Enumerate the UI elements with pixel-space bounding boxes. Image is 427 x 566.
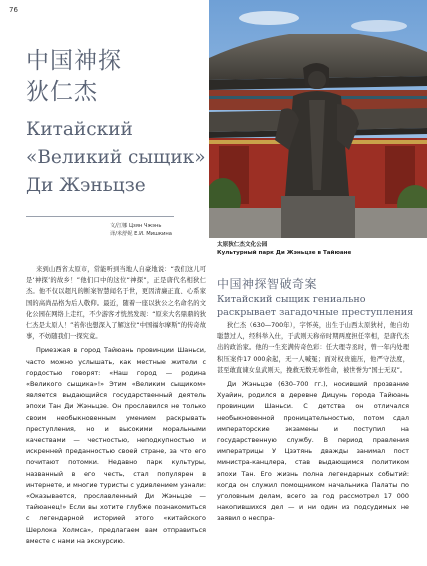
statue-photo (209, 0, 427, 238)
caption-russian: Культурный парк Ди Жэньцзе в Тайюане (217, 250, 352, 256)
left-column (26, 264, 206, 547)
photo-caption (217, 241, 351, 257)
section-heading-ru: Китайский сыщик гениально раскрывает загадочные преступления (217, 294, 414, 318)
intro-paragraph-ru: Приезжая в город Тайюань провинции Шаньси, часто можно услышать, как местные жители с гордостью говорят: «Наш город — родина «Великого сыщика»!» Этим «Великим сыщиком» является выдающийся государственный деятель эпохи Тан Ди Жэньцзе. Он прославился не только своим необыкновенным умением раскрывать преступления, но и высокими моральными качествами — честностью, неподкупностью и искренней преданностью своей стране, за что его почитают потомки. Недавно парк культуры, названный в его честь, стал популярен в интернете, и многие туристы с удивлением узнали: «Оказывается, прославленный Ди Жэньцзе — тайюанец!» Если вы хотите глубже познакомиться с легендарной историей этого «китайского Шерлока Холмса», предлагаем вам отправиться вместе с нами на экскурсию. (26, 346, 206, 545)
title-zh-line2: 狄仁杰 (26, 79, 98, 105)
translator-line: 译/米舒妮 Е.И. Мишкина (110, 231, 172, 237)
page-number: 76 (9, 6, 18, 14)
caption-chinese: 太原狄仁杰文化公园 (217, 242, 268, 248)
title-ru-line2: «Великий сыщик» (26, 147, 206, 168)
title-ru-line3: Ди Жэньцзе (26, 175, 146, 196)
title-chinese (26, 46, 122, 108)
author-credits (110, 222, 172, 238)
section-heading-zh: 中国神探智破奇案 (217, 277, 318, 291)
section-paragraph-ru: Ди Жэньцзе (630–700 гг.), носивший прозвание Хуайин, родился в деревне Дицунь города Тайюань провинции Шаньси. С детства он отличался необыкновенной проницательностью, потом сдал императорские экзамены и поступил на государственную службу. В период правления императрицы У Цзэтянь дважды занимал пост министра-канцлера, став выдающимся политиком эпохи Тан. Его жизнь полна легендарных событий: когда он служил помощником начальника Палаты по уголовным делам, всего за год рассмотрел 17 000 накопившихся дел — и ни один из подсудимых не заявил о неспра- (217, 380, 409, 523)
intro-paragraph-zh: 来到山西省太原市，常能听到当地人自豪地说：“我们这儿可是‘神探’的故乡！”他们口中的这位“神探”，正是唐代名相狄仁杰。他不仅以超凡的断案智慧闻名于世，更因清廉正直、心系家国的高尚品格为后人敬仰。最近，随着一座以狄公之名命名的文化公园在网络上走红，不少游客才恍然发现：“原来大名鼎鼎的狄仁杰是太原人！”若你也想深入了解这位“中国福尔摩斯”的传奇故事，不妨随我们一探究竟。 (26, 266, 206, 341)
section-paragraph-zh: 狄仁杰（630—700年），字怀英，出生于山西太原狄村，他自幼聪慧过人，经科举入仕，于武则天称帝时期两度担任宰相，是唐代杰出的政治家。他的一生充满传奇色彩：任大理寺丞时，曾一年内处理积压案件17 000余起，无一人喊冤；面对权贵施压，他严守法度，甚至敢直谏女皇武则天，挽救无数无辜性命，被世誉为“国士无双”。 (217, 322, 409, 374)
title-russian (26, 116, 206, 200)
right-column (217, 320, 409, 525)
title-ru-line1: Китайский (26, 119, 133, 140)
author-line: 文/江娜 Цзян Чжэнь (110, 223, 162, 229)
title-zh-line1: 中国神探 (26, 48, 122, 74)
title-divider (26, 216, 174, 217)
